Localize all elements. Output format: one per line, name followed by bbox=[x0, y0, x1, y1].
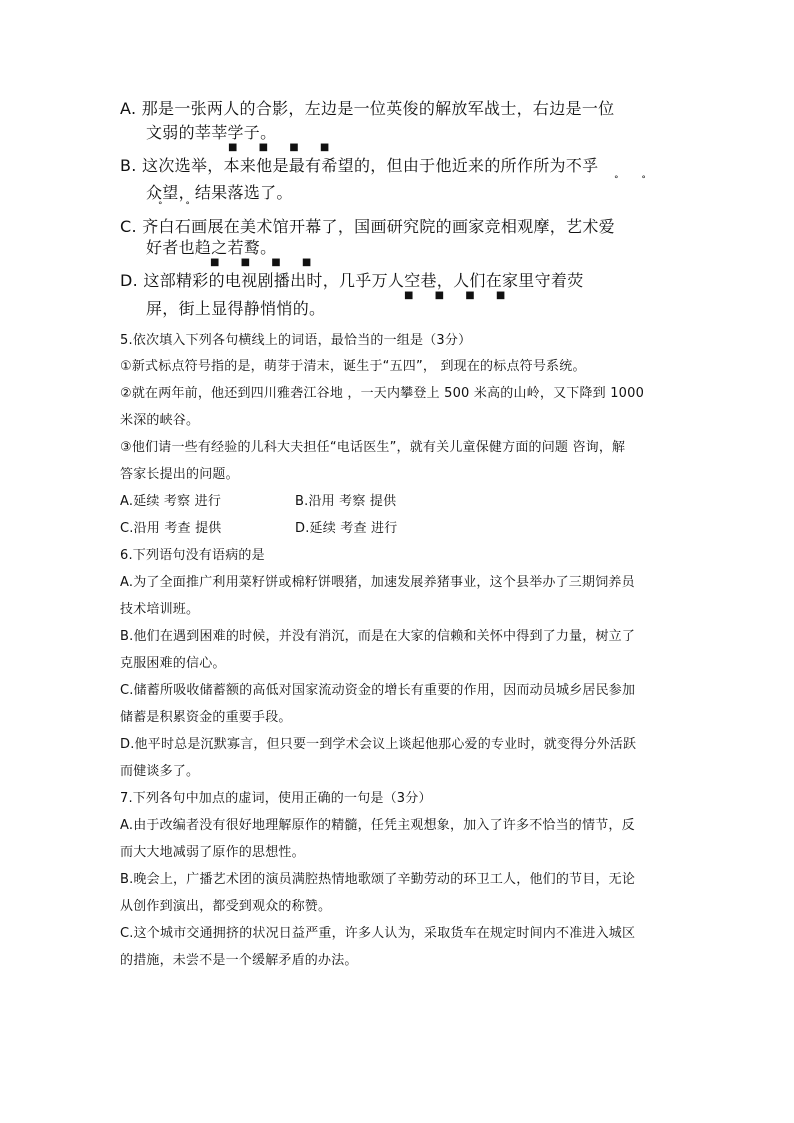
q7-option-b-line1: B.晚会上，广播艺术团的演员满腔热情地歌颂了辛勤劳动的环卫工人，他们的节目，无论 bbox=[120, 872, 636, 887]
q6-option-a-line2: 技术培训班。 bbox=[120, 602, 200, 617]
q6-option-c-line1: C.储蓄所吸收储蓄额的高低对国家流动资金的增长有重要的作用，因而动员城乡居民参加 bbox=[120, 683, 636, 698]
option-b-emphasis-circles-2: ° ° bbox=[158, 201, 200, 211]
q5-option-b: B.沿用 考察 提供 bbox=[295, 494, 397, 509]
q5-option-c: C.沿用 考查 提供 bbox=[120, 521, 222, 536]
q6-option-d-line1: D.他平时总是沉默寡言，但只要一到学术会议上谈起他那心爱的专业时，就变得分外活跃 bbox=[120, 737, 637, 752]
q6-option-b-line1: B.他们在遇到困难的时候，并没有消沉，而是在大家的信赖和关怀中得到了力量，树立了 bbox=[120, 629, 636, 644]
q6-option-c-line2: 储蓄是积累资金的重要手段。 bbox=[120, 710, 292, 725]
option-b-emphasis-circles-1: ° ° bbox=[614, 175, 656, 185]
option-a-line2: 文弱的莘莘学子。 bbox=[146, 123, 277, 142]
q7-option-c-line1: C.这个城市交通拥挤的状况日益严重，许多人认为，采取货车在规定时间内不准进入城区 bbox=[120, 926, 636, 941]
option-b-line2: 众望，结果落选了。 bbox=[146, 183, 293, 202]
q6-option-b-line2: 克服困难的信心。 bbox=[120, 656, 226, 671]
option-a-line1: A. 那是一张两人的合影，左边是一位英俊的解放军战士，右边是一位 bbox=[120, 99, 615, 118]
option-a-emphasis-dots: ■ ■ ■ ■ bbox=[228, 142, 339, 153]
q6-title: 6.下列语句没有语病的是 bbox=[120, 548, 265, 563]
option-c-line2: 好者也趋之若鹜。 bbox=[146, 238, 277, 257]
option-d-line1: D. 这部精彩的电视剧播出时，几乎万人空巷，人们在家里守着荧 bbox=[120, 271, 584, 290]
q5-title: 5.依次填入下列各句横线上的词语，最恰当的一组是（3分） bbox=[120, 333, 472, 348]
option-b-line1: B. 这次选举，本来他是最有希望的，但由于他近来的所作所为不孚 bbox=[120, 156, 599, 175]
option-d-line2: 屏，街上显得静悄悄的。 bbox=[146, 299, 326, 318]
option-c-line1: C. 齐白石画展在美术馆开幕了，国画研究院的画家竞相观摩，艺术爱 bbox=[120, 217, 615, 236]
q5-sentence-3-line1: ③他们请一些有经验的儿科大夫担任“电话医生”，就有关儿童保健方面的问题 咨询，解 bbox=[120, 440, 626, 455]
q7-title: 7.下列各句中加点的虚词，使用正确的一句是（3分） bbox=[120, 791, 432, 806]
q6-option-a-line1: A.为了全面推广利用菜籽饼或棉籽饼喂猪，加速发展养猪事业，这个县举办了三期饲养员 bbox=[120, 575, 635, 590]
q5-sentence-2-line1: ②就在两年前，他还到四川雅砻江谷地 ，一天内攀登上 500 米高的山岭，又下降到 1000 bbox=[120, 386, 645, 401]
q7-option-c-line2: 的措施，未尝不是一个缓解矛盾的办法。 bbox=[120, 953, 358, 968]
q5-option-d: D.延续 考查 进行 bbox=[295, 521, 398, 536]
q5-sentence-3-line2: 答家长提出的问题。 bbox=[120, 467, 239, 482]
q5-sentence-1: ①新式标点符号指的是，萌芽于清末，诞生于“五四”， 到现在的标点符号系统。 bbox=[120, 359, 586, 374]
q7-option-b-line2: 从创作到演出，都受到观众的称赞。 bbox=[120, 899, 332, 914]
q5-option-a: A.延续 考察 进行 bbox=[120, 494, 222, 509]
option-d-emphasis-dots: ■ ■ ■ ■ bbox=[404, 290, 515, 301]
q6-option-d-line2: 而健谈多了。 bbox=[120, 764, 200, 779]
q7-option-a-line2: 而大大地减弱了原作的思想性。 bbox=[120, 845, 305, 860]
q7-option-a-line1: A.由于改编者没有很好地理解原作的精髓，任凭主观想象，加入了许多不恰当的情节，反 bbox=[120, 818, 635, 833]
option-c-emphasis-dots: ■ ■ ■ ■ bbox=[210, 257, 321, 268]
q5-sentence-2-line2: 米深的峡谷。 bbox=[120, 413, 200, 428]
